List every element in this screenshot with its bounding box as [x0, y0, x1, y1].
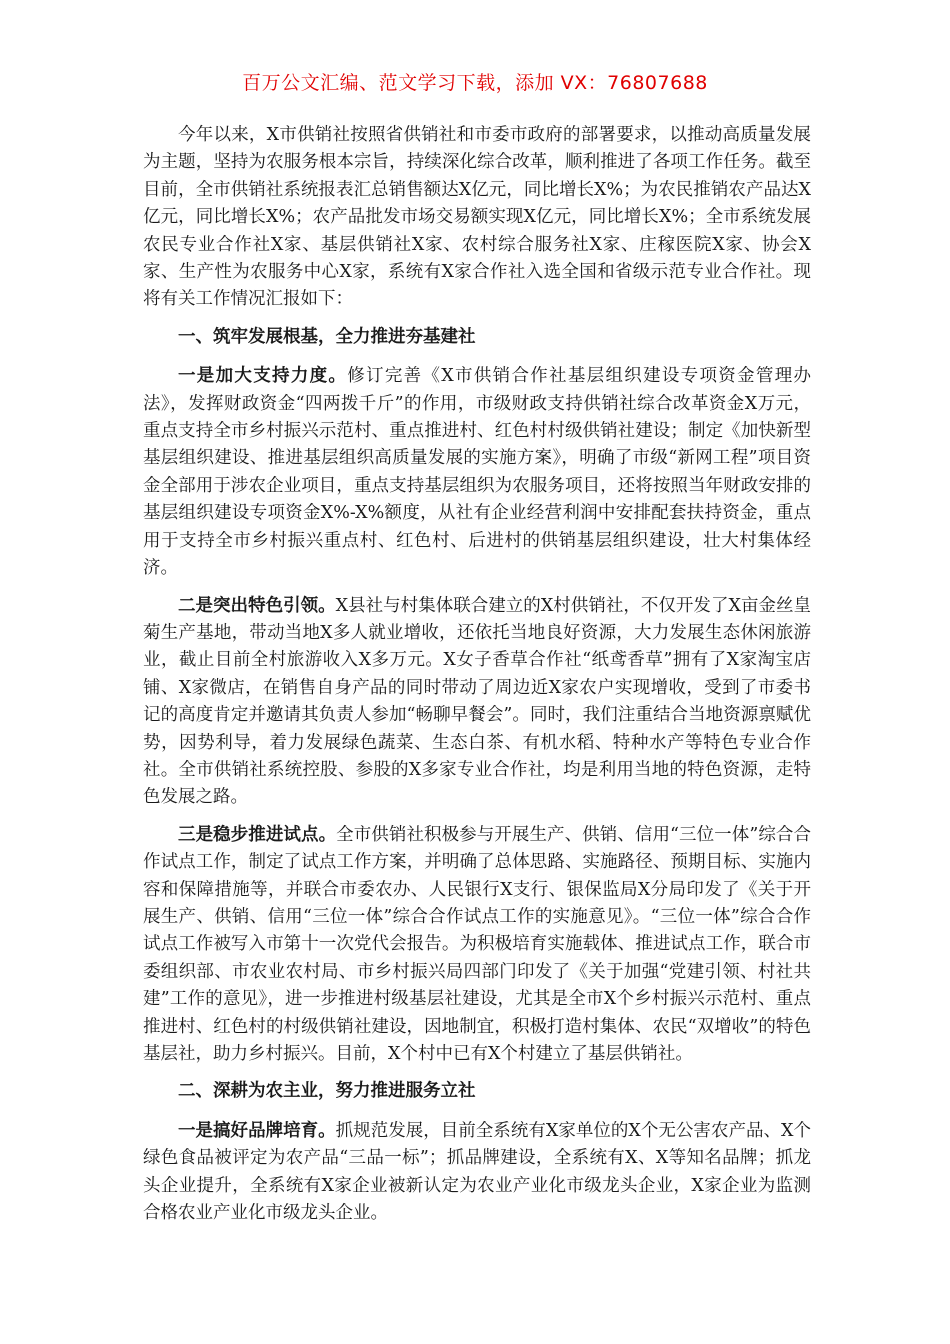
section2-item-1 [143, 1118, 811, 1228]
section1-item-3 [143, 822, 811, 1069]
item-lead: 一是搞好品牌培育。 [178, 1120, 336, 1141]
section-heading-1: 一、筑牢发展根基，全力推进夯基建社 [178, 326, 476, 347]
item-text: X县社与村集体联合建立的X村供销社，不仅开发了X亩金丝皇菊生产基地，带动当地X多人就业增收，还依托当地良好资源，大力发展生态休闲旅游业，截止目前全村旅游收入X多万元。X女子香草合作社“纸鸢香草”拥有了X家淘宝店铺、X家微店，在销售自身产品的同时带动了周边近X家农户实现增收，受到了市委书记的高度肯定并邀请其负责人参加“畅聊早餐会”。同时，我们注重结合当地资源禀赋优势，因势利导，着力发展绿色蔬菜、生态白茶、有机水稻、特种水产等特色专业合作社。全市供销社系统控股、参股的X多家专业合作社，均是利用当地的特色资源，走特色发展之路。 [143, 595, 811, 808]
item-lead: 二是突出特色引领。 [178, 595, 336, 616]
item-text: 抓规范发展，目前全系统有X家单位的X个无公害农产品、X个绿色食品被评定为农产品“三品一标”；抓品牌建设，全系统有X、X等知名品牌；抓龙头企业提升，全系统有X家企业被新认定为农业产业化市级龙头企业，X家企业为监测合格农业产业化市级龙头企业。 [143, 1120, 811, 1224]
header-banner: 百万公文汇编、范文学习下载，添加 VX：76807688 [242, 72, 708, 94]
section1-item-2 [143, 593, 811, 812]
section1-item-1 [143, 363, 811, 582]
item-text: 修订完善《X市供销合作社基层组织建设专项资金管理办法》，发挥财政资金“四两拨千斤”的作用，市级财政支持供销社综合改革资金X万元，重点支持全市乡村振兴示范村、重点推进村、红色村村级供销社建设；制定《加快新型基层组织建设、推进基层组织高质量发展的实施方案》，明确了市级“新网工程”项目资金全部用于涉农企业项目，重点支持基层组织为农服务项目，还将按照当年财政安排的基层组织建设专项资金X%-X%额度，从社有企业经营利润中安排配套扶持资金，重点用于支持全市乡村振兴重点村、红色村、后进村的供销基层组织建设，壮大村集体经济。 [143, 366, 812, 579]
item-lead: 一是加大支持力度。 [178, 366, 348, 387]
intro-paragraph: 今年以来，X市供销社按照省供销社和市委市政府的部署要求，以推动高质量发展为主题，坚持为农服务根本宗旨，持续深化综合改革，顺利推进了各项工作任务。截至目前，全市供销社系统报表汇总销售额达X亿元，同比增长X%；为农民推销农产品达X亿元，同比增长X%；农产品批发市场交易额实现X亿元，同比增长X%；全市系统发展农民专业合作社X家、基层供销社X家、农村综合服务社X家、庄稼医院X家、协会X家、生产性为农服务中心X家，系统有X家合作社入选全国和省级示范专业合作社。现将有关工作情况汇报如下： [143, 125, 811, 310]
item-text: 全市供销社积极参与开展生产、供销、信用“三位一体”综合合作试点工作，制定了试点工作方案，并明确了总体思路、实施路径、预期目标、实施内容和保障措施等，并联合市委农办、人民银行X支行、银保监局X分局印发了《关于开展生产、供销、信用“三位一体”综合合作试点工作的实施意见》。“三位一体”综合合作试点工作被写入市第十一次党代会报告。为积极培育实施载体、推进试点工作，联合市委组织部、市农业农村局、市乡村振兴局四部门印发了《关于加强“党建引领、村社共建”工作的意见》，进一步推进村级基层社建设，尤其是全市X个乡村振兴示范村、重点推进村、红色村的村级供销社建设，因地制宜，积极打造村集体、农民“双增收”的特色基层社，助力乡村振兴。目前，X个村中已有X个村建立了基层供销社。 [143, 824, 811, 1064]
item-lead: 三是稳步推进试点。 [178, 824, 337, 845]
document-body [143, 122, 811, 1237]
section-heading-2: 二、深耕为农主业，努力推进服务立社 [178, 1081, 476, 1102]
